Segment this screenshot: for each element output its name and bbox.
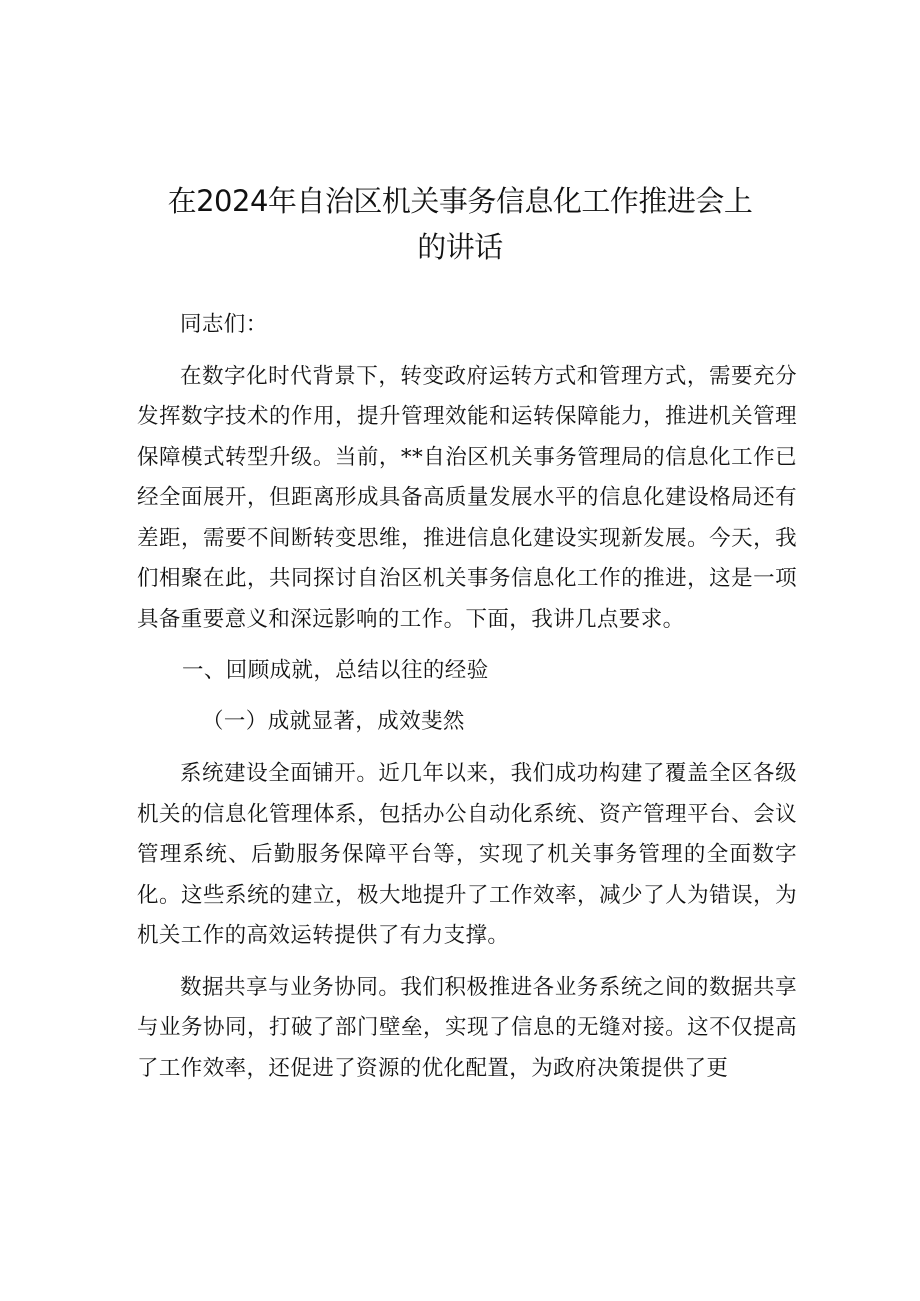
section-heading-1: 一、回顾成就，总结以往的经验	[182, 658, 489, 683]
subsection-heading-1: （一）成就显著，成效斐然	[202, 708, 465, 734]
document-title	[130, 178, 790, 270]
title-line-2: 的讲话	[417, 230, 503, 264]
paragraph-data-sharing: 数据共享与业务协同。我们积极推进各业务系统之间的数据共享与业务协同，打破了部门壁垒，实现了信息的无缝对接。这不仅提高了工作效率，还促进了资源的优化配置，为政府决策提供了更	[137, 974, 797, 1081]
salutation: 同志们：	[180, 312, 268, 337]
title-line-1: 在2024年自治区机关事务信息化工作推进会上	[167, 184, 753, 218]
document-body	[137, 305, 797, 1100]
paragraph-systems: 系统建设全面铺开。近几年以来，我们成功构建了覆盖全区各级机关的信息化管理体系，包括办公自动化系统、资产管理平台、会议管理系统、后勤服务保障平台等，实现了机关事务管理的全面数字化。这些系统的建立，极大地提升了工作效率，减少了人为错误，为机关工作的高效运转提供了有力支撑。	[137, 761, 797, 948]
intro-paragraph: 在数字化时代背景下，转变政府运转方式和管理方式，需要充分发挥数字技术的作用，提升管理效能和运转保障能力，推进机关管理保障模式转型升级。当前，**自治区机关事务管理局的信息化工作已经全面展开，但距离形成具备高质量发展水平的信息化建设格局还有差距，需要不间断转变思维，推进信息化建设实现新发展。今天，我们相聚在此，共同探讨自治区机关事务信息化工作的推进，这是一项具备重要意义和深远影响的工作。下面，我讲几点要求。	[137, 363, 797, 632]
